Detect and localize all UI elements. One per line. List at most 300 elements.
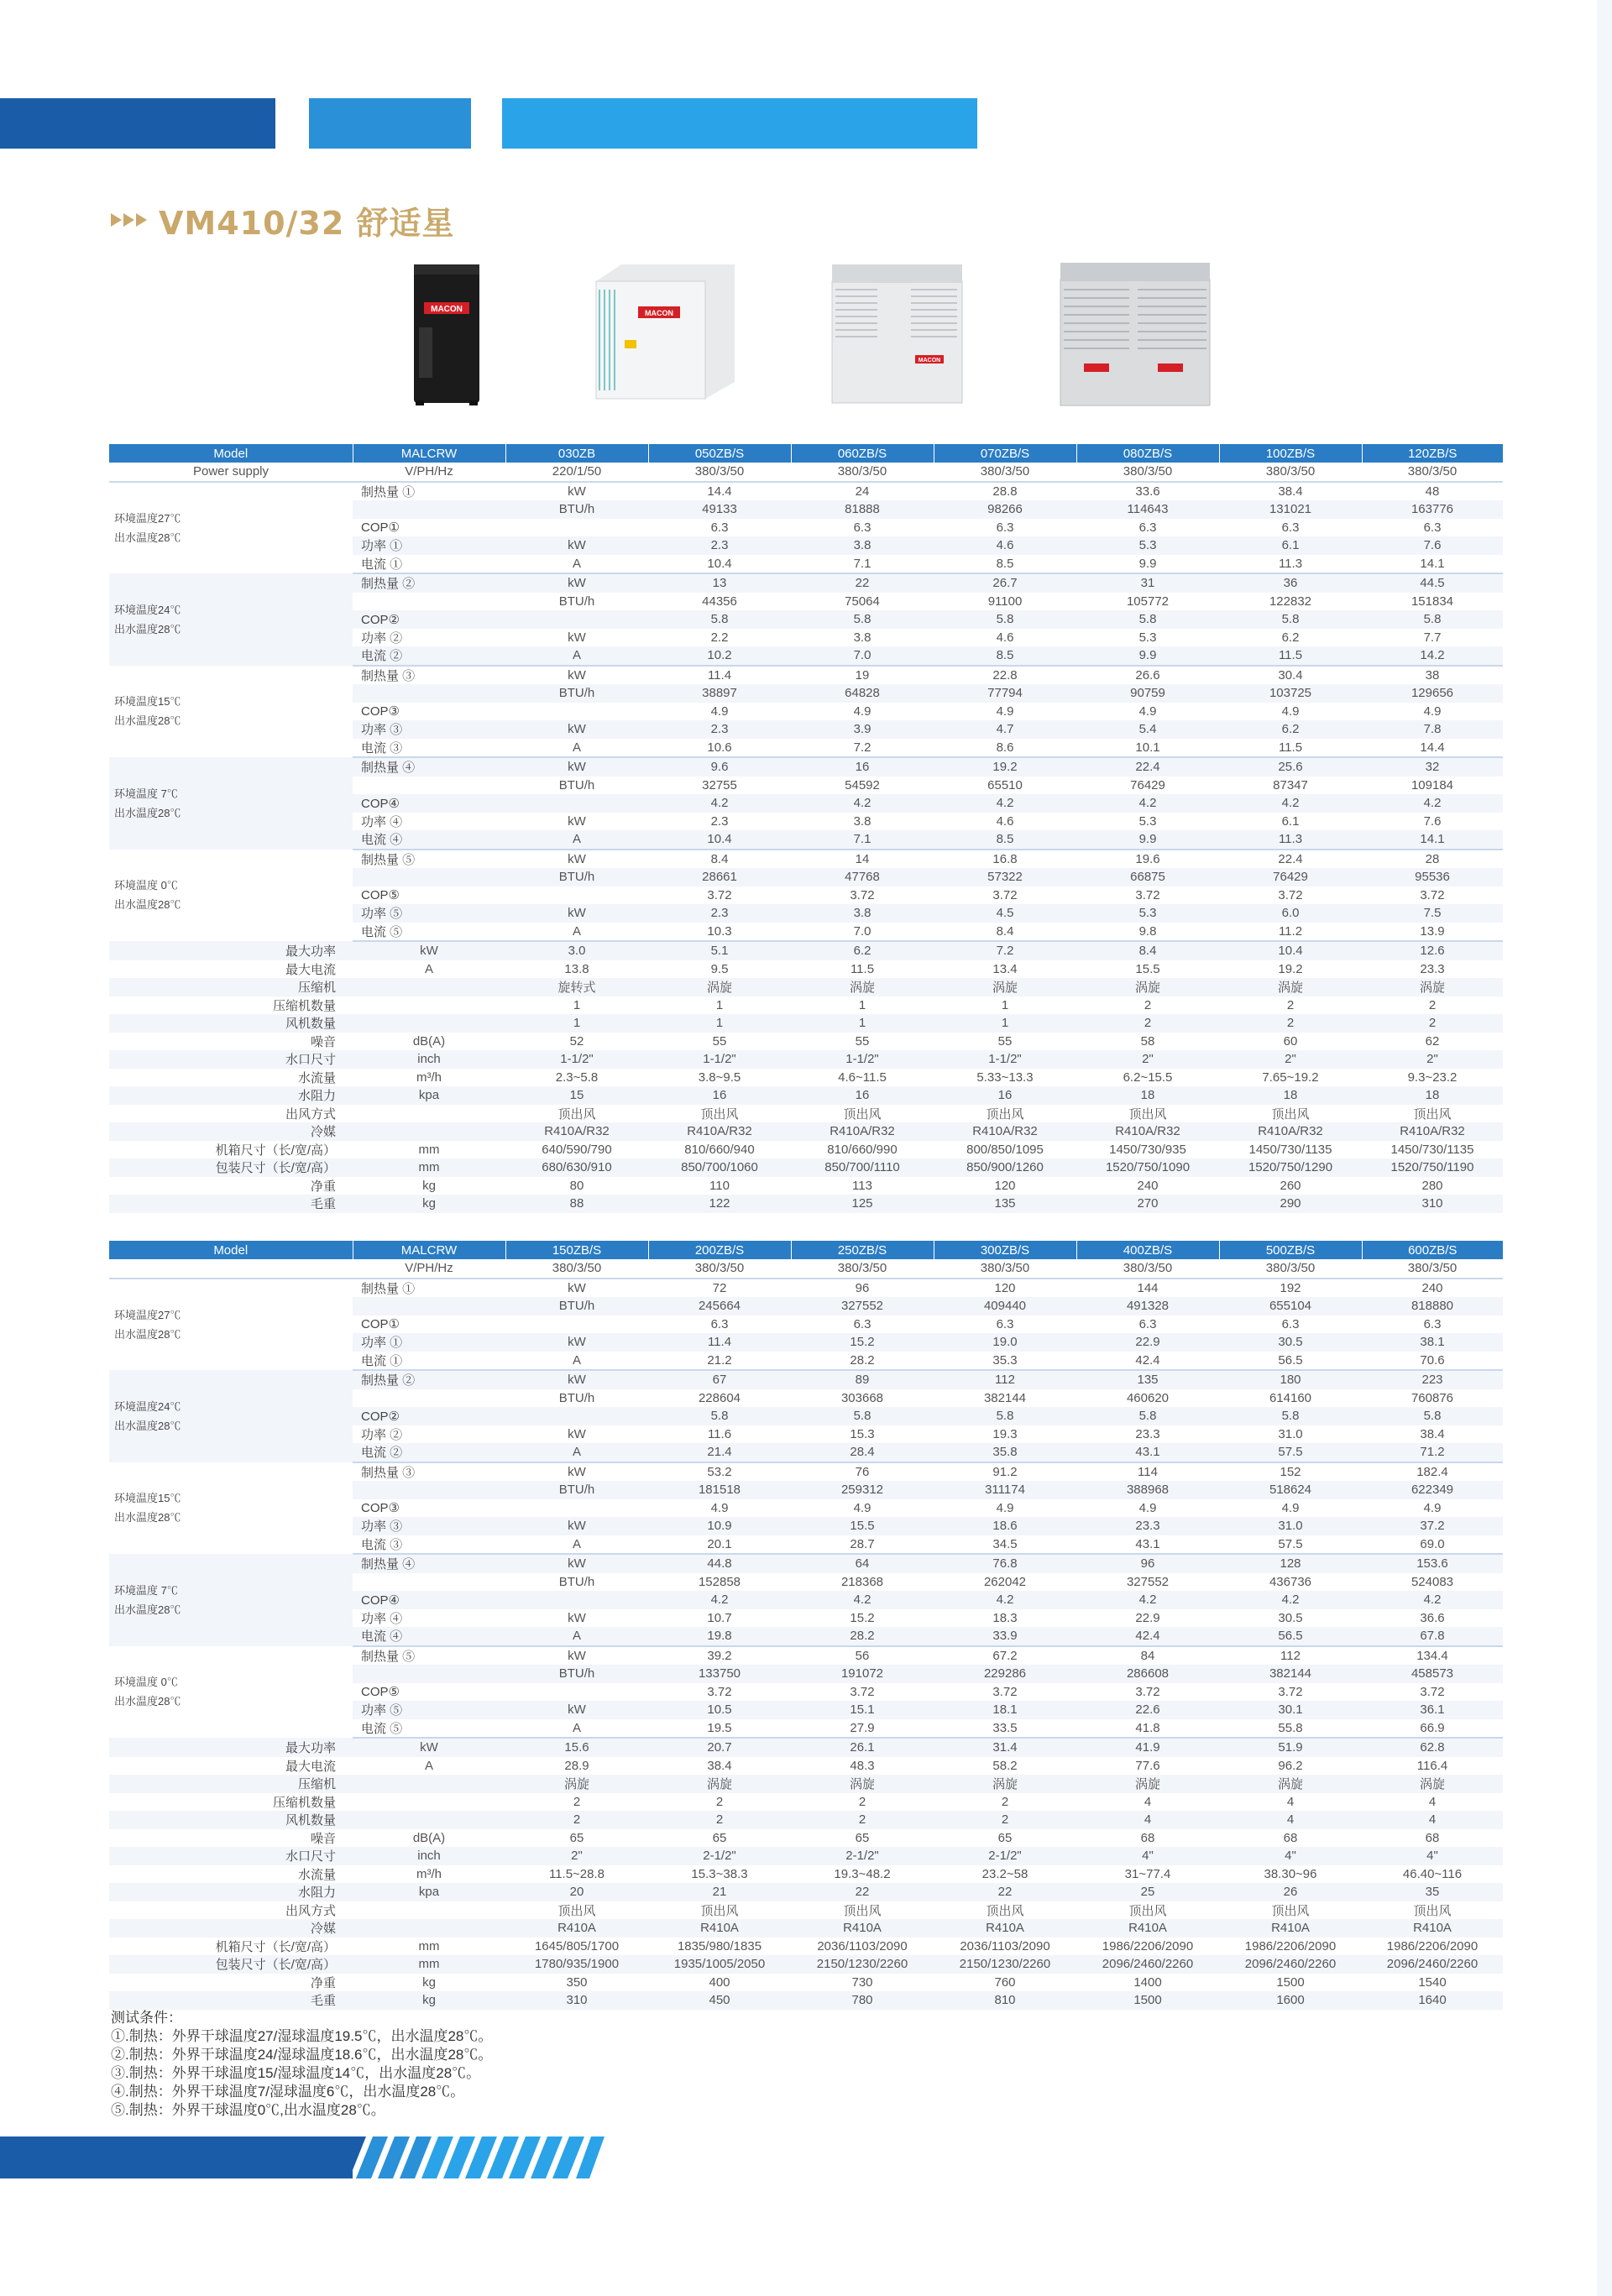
value-cell: 2" [1219,1050,1362,1069]
value-cell: 54592 [845,777,880,792]
row-label: 制热量 ① [361,484,416,499]
value-cell: 129656 [1362,684,1503,703]
value-cell: 35.3 [934,1352,1076,1371]
value-cell: 850/700/1110 [791,1158,934,1177]
unit-cell: kg [353,1991,505,2010]
unit-cell: kg [422,1178,436,1193]
value-cell: 850/900/1260 [934,1158,1076,1177]
unit-cell [353,996,505,1015]
value-cell: 818880 [1362,1297,1503,1315]
value-cell: 191072 [791,1665,934,1683]
value-cell: 524083 [1410,1574,1454,1589]
value-cell: 2 [858,1794,866,1809]
row-label: 最大功率 [109,941,353,960]
table-row [109,1195,1503,1213]
row-label: 最大电流 [285,962,336,977]
condition-group-label: 环境温度27℃ 出水温度28℃ [109,1279,353,1371]
value-cell: 10.2 [648,646,791,666]
value-cell: 3.72 [707,1684,732,1699]
unit-cell [505,886,648,905]
condition-group-label: 环境温度 7℃ 出水温度28℃ [109,1554,353,1646]
value-cell: 顶出风 [700,1903,739,1918]
table-row [109,1177,1503,1195]
value-cell: 8.5 [934,646,1076,666]
value-cell: 57.5 [1219,1443,1362,1462]
value-cell: 2096/2460/2260 [1362,1955,1503,1974]
value-cell: 1935/1005/2050 [648,1955,791,1974]
value-cell: 19.8 [648,1627,791,1646]
value-cell: 3.72 [1420,887,1445,902]
value-cell: 1640 [1362,1991,1503,2010]
value-cell: 涡旋 [648,1775,791,1793]
value-cell: 14.4 [1362,739,1503,758]
table-row [109,1847,1503,1865]
value-cell: 顶出风 [1271,1106,1310,1122]
value-cell: 15.5 [1135,961,1160,976]
notes-line-2: ②.制热：外界干球温度24/湿球温度18.6℃，出水温度28℃。 [111,2047,493,2063]
row-label: 制热量 ⑤ [361,852,416,867]
unit-cell [353,1014,505,1033]
value-cell: 涡旋 [791,978,934,996]
value-cell: 涡旋 [934,1775,1076,1793]
value-cell: 780 [791,1991,934,2010]
value-cell: 33.6 [1135,484,1160,499]
value-cell: R410A [648,1919,791,1938]
value-cell: 33.9 [934,1627,1076,1646]
value-cell: 14.1 [1362,555,1503,574]
row-label: COP③ [361,1501,400,1516]
value-cell: 10.4 [1219,941,1362,960]
value-cell: 15.2 [791,1333,934,1352]
value-cell: 2.2 [710,630,729,645]
value-cell: 71.2 [1362,1443,1503,1462]
row-label [353,1297,505,1315]
value-cell: 4 [1076,1811,1219,1829]
table-row [109,1462,1503,1482]
row-label: 功率 ② [361,1427,403,1442]
value-cell: 89 [791,1370,934,1389]
table-row [109,573,1503,593]
header-cell: 200ZB/S [648,1241,791,1259]
value-cell: 1986/2206/2090 [1102,1938,1194,1953]
value-cell: 5.3 [1138,630,1157,645]
power-supply-cell: 380/3/50 [648,1259,791,1279]
value-cell: 2 [505,1811,648,1829]
value-cell: 11.6 [707,1426,732,1441]
value-cell: 2096/2460/2260 [1076,1955,1219,1974]
value-cell: 5.8 [934,610,1076,629]
value-cell: 67.2 [992,1648,1018,1663]
value-cell: 6.3 [1138,1316,1157,1331]
unit-cell: mm [418,1938,440,1953]
value-cell: 76 [855,1464,870,1479]
row-label: 机箱尺寸（长/宽/高） [215,1939,336,1954]
table-row [109,850,1503,869]
table-row [109,1646,1503,1666]
value-cell: 4 [1144,1794,1152,1809]
row-label: 包装尺寸（长/宽/高） [109,1158,353,1177]
value-cell: 181518 [648,1481,791,1499]
value-cell: 1520/750/1090 [1076,1158,1219,1177]
value-cell: 9.3~23.2 [1407,1070,1458,1085]
header-cell: MALCRW [353,1241,505,1259]
unit-cell: BTU/h [558,777,595,792]
value-cell: 2036/1103/2090 [817,1938,908,1953]
row-label: 净重 [310,1179,336,1194]
row-label: 最大功率 [109,1738,353,1757]
value-cell: 110 [709,1178,730,1193]
value-cell: 9.8 [1076,923,1219,942]
value-cell: 135 [934,1195,1076,1213]
product-image-1 [399,256,491,407]
row-label: 电流 ④ [353,830,505,850]
value-cell: 112 [1280,1648,1301,1663]
value-cell: 10.4 [648,830,791,850]
header-cell: 120ZB/S [1362,444,1503,463]
value-cell: 8.5 [934,555,1076,574]
unit-cell [505,794,648,813]
row-label: 功率 ⑤ [353,904,505,923]
value-cell: 90759 [1076,684,1219,703]
value-cell: 31 [1076,573,1219,593]
value-cell: 96 [855,1280,870,1295]
value-cell: 18.1 [934,1701,1076,1719]
value-cell: 23.3 [1135,1426,1160,1441]
value-cell: 23.3 [1076,1517,1219,1535]
header-cell: 400ZB/S [1076,1241,1219,1259]
value-cell: 41.9 [1076,1738,1219,1757]
value-cell: 6.2 [791,941,934,960]
value-cell: 290 [1219,1195,1362,1213]
value-cell: 810/660/940 [684,1142,755,1157]
value-cell: 旋转式 [505,978,648,996]
row-label: 水阻力 [109,1086,353,1105]
row-label: 电流 ① [353,555,505,574]
notes-line-3: ③.制热：外界干球温度15/湿球温度14℃，出水温度28℃。 [111,2065,481,2081]
unit-cell [353,1775,505,1793]
value-cell: 31.0 [1278,1426,1303,1441]
value-cell: 6.1 [1219,536,1362,555]
value-cell: 1986/2206/2090 [1244,1938,1337,1953]
value-cell: 涡旋 [1219,1775,1362,1793]
value-cell: 4" [1219,1847,1362,1865]
value-cell: 382144 [983,1390,1027,1405]
row-label: COP① [361,520,400,536]
row-label: 功率 ① [353,536,505,555]
value-cell: 10.6 [648,739,791,758]
value-cell: 5.8 [791,610,934,629]
condition-group-label: 环境温度27℃ 出水温度28℃ [109,482,353,574]
value-cell: 280 [1421,1178,1443,1193]
value-cell: 2.3 [648,536,791,555]
value-cell: R410A [791,1919,934,1938]
unit-cell: A [424,1758,433,1773]
title-arrows-icon [111,213,147,227]
value-cell: 15.2 [850,1610,875,1625]
value-cell: 顶出风 [1128,1106,1167,1122]
value-cell: 22.9 [1076,1333,1219,1352]
table-row [109,1086,1503,1105]
product-2-brand: MACON [645,309,673,317]
table-row [109,1370,1503,1389]
value-cell: 18 [1362,1086,1503,1105]
value-cell: 36.1 [1362,1701,1503,1719]
value-cell: 4.9 [1423,1500,1442,1515]
unit-cell [505,1683,648,1702]
value-cell: 112 [934,1370,1076,1389]
value-cell: 16 [791,757,934,777]
value-cell: 22.4 [1076,757,1219,777]
value-cell: 5.33~13.3 [976,1070,1034,1085]
value-cell: 2.3~5.8 [555,1070,599,1085]
value-cell: 26.6 [1135,667,1160,683]
value-cell: 38.1 [1362,1333,1503,1352]
condition-group-label: 环境温度24℃ 出水温度28℃ [109,1370,353,1462]
value-cell: 16 [934,1086,1076,1105]
table-header-row [109,1241,1503,1259]
product-image-3 [827,256,970,407]
value-cell: R410A/R32 [1362,1122,1503,1141]
value-cell: 64 [791,1554,934,1573]
value-cell: 21.2 [648,1352,791,1371]
value-cell: 9.6 [648,757,791,777]
value-cell: 1600 [1219,1991,1362,2010]
value-cell: 96 [1076,1554,1219,1573]
value-cell: 8.4 [1076,941,1219,960]
value-cell: 6.3 [853,1316,871,1331]
header-cell: 250ZB/S [791,1241,934,1259]
row-label: 包装尺寸（长/宽/高） [109,1955,353,1974]
unit-cell [353,1811,505,1829]
value-cell: 2" [505,1847,648,1865]
value-cell: 28.7 [791,1535,934,1555]
value-cell: 6.1 [1281,813,1300,829]
value-cell: 2 [1362,1014,1503,1033]
value-cell: 3.0 [505,941,648,960]
value-cell: 4.9 [996,1500,1014,1515]
value-cell: 44356 [702,594,737,609]
value-cell: 56.5 [1219,1627,1362,1646]
power-supply-cell: 380/3/50 [505,1259,648,1279]
condition-group-label: 环境温度 0℃ 出水温度28℃ [109,850,353,942]
table-row [109,1050,1503,1069]
value-cell: 77794 [934,684,1076,703]
value-cell: 5.3 [1076,904,1219,923]
value-cell: 涡旋 [505,1775,648,1793]
row-label: 水流量 [297,1070,336,1085]
value-cell: 240 [1421,1280,1443,1295]
table-header-row [109,444,1503,463]
power-supply-row [109,1259,1503,1279]
unit-cell: kg [422,1974,436,1990]
table-row [109,1738,1503,1757]
row-label: 功率 ② [361,630,403,646]
value-cell: 262042 [983,1574,1027,1589]
value-cell: 3.8 [791,904,934,923]
value-cell: 18.3 [992,1610,1018,1625]
value-cell: 涡旋 [1362,1775,1503,1793]
value-cell: 80 [569,1178,584,1193]
value-cell: 1780/935/1900 [505,1955,648,1974]
value-cell: 28.4 [791,1443,934,1462]
value-cell: 21.4 [648,1443,791,1462]
unit-cell: A [505,923,648,942]
unit-cell: kW [568,630,586,645]
value-cell: 19.3 [992,1426,1018,1441]
unit-cell [505,1315,648,1334]
value-cell: 4.6 [996,630,1014,645]
row-label: 出风方式 [285,1106,336,1122]
value-cell: 1500 [1276,1974,1305,1990]
value-cell: 涡旋 [1219,978,1362,996]
value-cell: 30.5 [1278,1610,1303,1625]
header-cell: 100ZB/S [1219,444,1362,463]
unit-cell: BTU/h [558,594,595,609]
power-supply-row [109,463,1503,482]
row-label: 机箱尺寸（长/宽/高） [215,1143,336,1158]
value-cell: 1400 [1133,1974,1162,1990]
row-label: 水阻力 [109,1883,353,1901]
value-cell: 850/700/1060 [648,1158,791,1177]
value-cell: 163776 [1362,500,1503,519]
unit-cell: mm [418,1142,440,1157]
value-cell: 16.8 [992,851,1018,866]
value-cell: 涡旋 [648,978,791,996]
value-cell: 3.8~9.5 [698,1070,741,1085]
row-label: 电流 ② [353,1443,505,1462]
value-cell: 5.8 [1219,1407,1362,1425]
value-cell: 15.1 [791,1701,934,1719]
value-cell: 3.72 [992,1684,1018,1699]
value-cell: 6.2 [1219,720,1362,739]
value-cell: 38897 [648,684,791,703]
value-cell: 5.3 [1076,536,1219,555]
unit-cell: kW [353,941,505,960]
unit-cell: kW [568,813,586,829]
row-label: COP④ [353,794,505,813]
value-cell: 68 [1140,1830,1155,1845]
condition-group-label: 环境温度24℃ 出水温度28℃ [109,573,353,666]
unit-cell: kW [568,1648,586,1663]
value-cell: 11.2 [1219,923,1362,942]
value-cell: 655104 [1219,1297,1362,1315]
value-cell: 4.2 [1076,794,1219,813]
value-cell: 810/660/990 [827,1142,898,1157]
value-cell: 38.4 [1278,484,1303,499]
unit-cell: A [505,1719,648,1739]
value-cell: 53.2 [707,1464,732,1479]
header-cell: 060ZB/S [791,444,934,463]
condition-group-label: 环境温度 7℃ 出水温度28℃ [109,757,353,850]
value-cell: 4.6~11.5 [838,1070,887,1085]
row-label: 制热量 ④ [353,757,505,777]
value-cell: 顶出风 [557,1106,596,1122]
value-cell: 114643 [1076,500,1219,519]
value-cell: 6.3 [710,1316,729,1331]
value-cell: 310 [505,1991,648,2010]
value-cell: 55.8 [1219,1719,1362,1739]
power-supply-cell: 380/3/50 [1219,463,1362,482]
value-cell: 65 [855,1830,870,1845]
value-cell: 1 [934,1014,1076,1033]
row-label: 制热量 ③ [361,668,416,683]
value-cell: 10.4 [648,555,791,574]
title-text: VM410/32 舒适星 [159,204,455,242]
value-cell: 31.4 [934,1738,1076,1757]
value-cell: 2.3 [648,720,791,739]
row-label: COP② [353,1407,505,1425]
value-cell: 286608 [1076,1665,1219,1683]
value-cell: 5.8 [648,610,791,629]
value-cell: 84 [1140,1648,1155,1663]
value-cell: 4.2 [1362,794,1503,813]
unit-cell: kW [568,484,586,499]
value-cell: 10.5 [648,1701,791,1719]
value-cell: 32755 [702,777,737,792]
value-cell: 35 [1362,1883,1503,1901]
value-cell: 26.7 [934,573,1076,593]
unit-cell: BTU/h [505,1481,648,1499]
value-cell: 7.1 [791,555,934,574]
row-label: 功率 ④ [361,1611,403,1626]
value-cell: 58.2 [992,1758,1018,1773]
value-cell: 4.9 [853,1500,871,1515]
value-cell: 11.5 [1219,739,1362,758]
value-cell: 131021 [1219,500,1362,519]
value-cell: 88 [505,1195,648,1213]
value-cell: 18 [1219,1086,1362,1105]
value-cell: 15.3 [850,1426,875,1441]
value-cell: 30.5 [1219,1333,1362,1352]
value-cell: 810 [934,1991,1076,2010]
value-cell: 2 [1219,1014,1362,1033]
value-cell: 5.8 [1362,1407,1503,1425]
row-label: COP⑤ [361,888,400,903]
header-cell: 070ZB/S [934,444,1076,463]
row-label: 毛重 [109,1991,353,2010]
value-cell: 4.2 [1362,1591,1503,1609]
unit-cell: BTU/h [505,684,648,703]
value-cell: 62 [1425,1033,1440,1049]
value-cell: 8.6 [934,739,1076,758]
value-cell: 3.72 [1278,887,1303,902]
value-cell: 66.9 [1362,1719,1503,1739]
row-label: 制热量 ② [353,1370,505,1389]
unit-cell: mm [353,1158,505,1177]
value-cell: R410A/R32 [505,1122,648,1141]
value-cell: R410A [934,1919,1076,1938]
value-cell: 91.2 [992,1464,1018,1479]
value-cell: 5.4 [1076,720,1219,739]
value-cell: 21 [648,1883,791,1901]
value-cell: 6.3 [710,520,729,535]
unit-cell: A [505,1627,648,1646]
value-cell: 218368 [840,1574,884,1589]
value-cell: 47768 [791,868,934,886]
value-cell: 32 [1362,757,1503,777]
value-cell: 14.2 [1362,646,1503,666]
header-cell: 500ZB/S [1219,1241,1362,1259]
value-cell: R410A [1219,1919,1362,1938]
value-cell: 顶出风 [843,1106,882,1122]
table-row [109,960,1503,979]
value-cell: 19.6 [1135,851,1160,866]
value-cell: 260 [1280,1178,1301,1193]
value-cell: 4.9 [1138,703,1157,719]
value-cell: 7.7 [1423,630,1442,645]
header-cell: 080ZB/S [1076,444,1219,463]
value-cell: 76429 [1130,777,1165,792]
